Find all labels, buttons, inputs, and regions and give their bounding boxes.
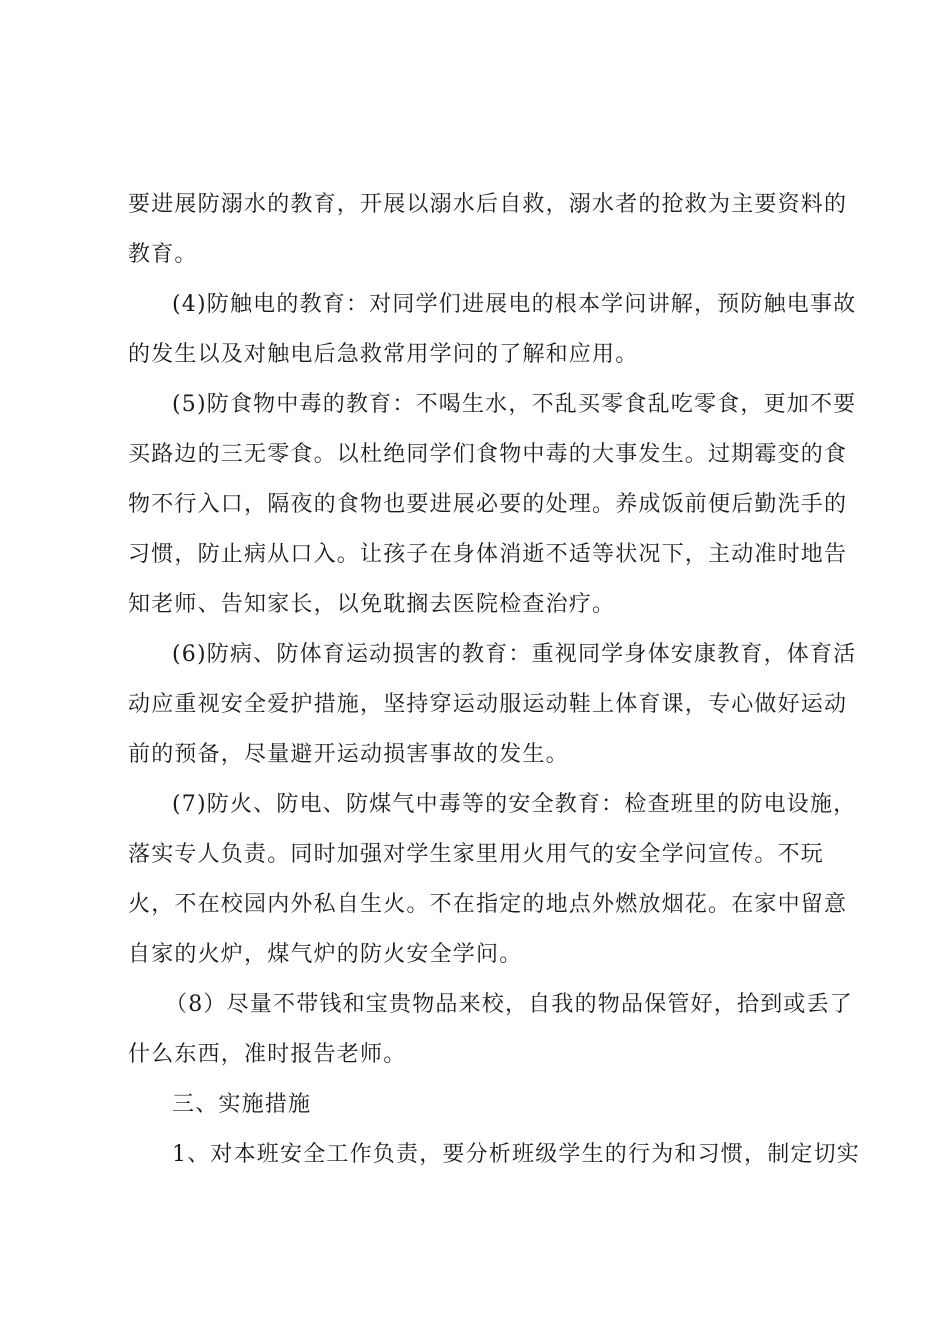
paragraph-line: 教育。 — [128, 242, 198, 267]
paragraph-line: 什么东西，准时报告老师。 — [128, 1042, 407, 1067]
paragraph-line: （8）尽量不带钱和宝贵物品来校，自我的物品保管好，拾到或丢了 — [165, 992, 853, 1017]
paragraph-line: 自家的火炉，煤气炉的防火安全学问。 — [128, 942, 523, 967]
paragraph-line: 要进展防溺水的教育，开展以溺水后自救，溺水者的抢救为主要资料的 — [128, 192, 848, 217]
paragraph-line: 前的预备，尽量避开运动损害事故的发生。 — [128, 742, 569, 767]
paragraph-line: (7)防火、防电、防煤气中毒等的安全教育：检查班里的防电设施， — [172, 792, 857, 817]
paragraph-line: (6)防病、防体育运动损害的教育：重视同学身体安康教育，体育活 — [172, 642, 857, 667]
paragraph-line: 落实专人负责。同时加强对学生家里用火用气的安全学问宣传。不玩 — [128, 842, 825, 867]
paragraph-line: 1、对本班安全工作负责，要分析班级学生的行为和习惯，制定切实 — [172, 1142, 860, 1167]
section-heading: 三、实施措施 — [172, 1092, 312, 1117]
paragraph-line: 物不行入口，隔夜的食物也要进展必要的处理。养成饭前便后勤洗手的 — [128, 492, 848, 517]
paragraph-line: 习惯，防止病从口入。让孩子在身体消逝不适等状况下，主动准时地告 — [128, 542, 848, 567]
paragraph-line: 的发生以及对触电后急救常用学问的了解和应用。 — [128, 342, 639, 367]
paragraph-line: 火，不在校园内外私自生火。不在指定的地点外燃放烟花。在家中留意 — [128, 892, 848, 917]
paragraph-line: (5)防食物中毒的教育：不喝生水，不乱买零食乱吃零食，更加不要 — [172, 392, 857, 417]
paragraph-line: (4)防触电的教育：对同学们进展电的根本学问讲解，预防触电事故 — [172, 292, 857, 317]
paragraph-line: 知老师、告知家长，以免耽搁去医院检查治疗。 — [128, 592, 616, 617]
paragraph-line: 买路边的三无零食。以杜绝同学们食物中毒的大事发生。过期霉变的食 — [128, 442, 848, 467]
paragraph-line: 动应重视安全爱护措施，坚持穿运动服运动鞋上体育课，专心做好运动 — [128, 692, 848, 717]
